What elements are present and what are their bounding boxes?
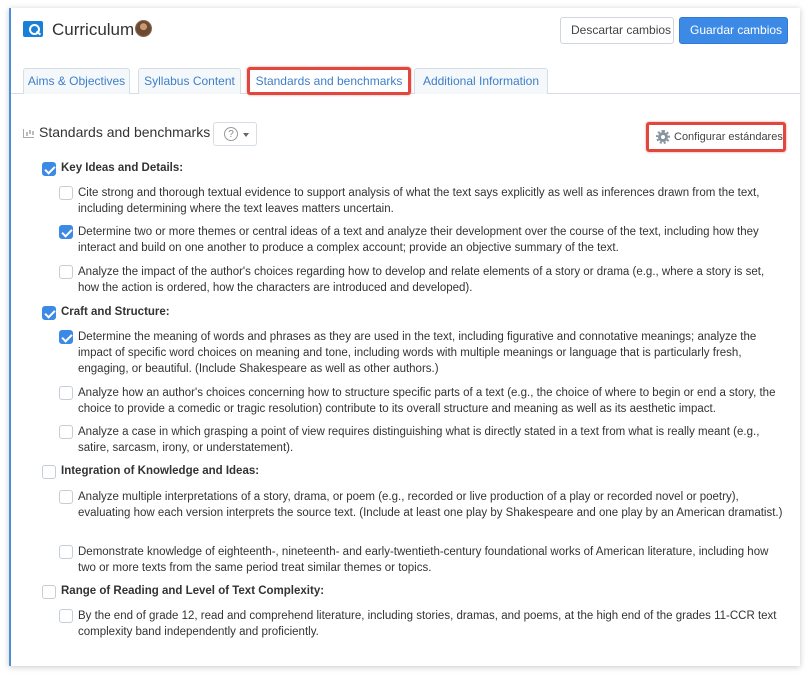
tab-aims-objectives[interactable]: Aims & Objectives <box>23 68 130 94</box>
category-label: Integration of Knowledge and Ideas: <box>61 465 260 477</box>
standard-item-text: Analyze multiple interpretations of a story, drama, or poem (e.g., recorded or live production of a play or recorded novel or poetry), evaluating how each version interprets the source text. (Include at least one play by Shakespeare and one play by an American dramatist.) <box>78 491 783 519</box>
curriculum-icon <box>23 21 43 37</box>
item-checkbox[interactable] <box>59 425 73 439</box>
tab-syllabus-content[interactable]: Syllabus Content <box>138 68 241 94</box>
item-checkbox[interactable] <box>59 490 73 504</box>
caret-down-icon <box>243 133 249 137</box>
standard-item-text: By the end of grade 12, read and comprehend literature, including stories, dramas, and poems, at the high end of the grades 11-CCR text complexity band independently and proficiently. <box>78 610 777 638</box>
item-checkbox[interactable] <box>59 545 73 559</box>
save-button[interactable]: Guardar cambios <box>679 17 788 44</box>
curriculum-panel <box>9 8 800 666</box>
tab-standards-benchmarks[interactable]: Standards and benchmarks <box>247 67 411 95</box>
category-checkbox-integration[interactable] <box>42 465 56 479</box>
header <box>11 8 800 56</box>
help-dropdown-button[interactable] <box>213 122 257 146</box>
tab-bar <box>11 68 800 94</box>
chart-icon <box>23 129 34 138</box>
standard-item-text: Demonstrate knowledge of eighteenth-, nineteenth- and early-twentieth-century foundational works of American literature, including how two or more texts from the same period treat similar themes or topics. <box>78 546 769 574</box>
avatar[interactable] <box>135 20 152 37</box>
tab-additional-information[interactable]: Additional Information <box>414 68 548 94</box>
category-label: Range of Reading and Level of Text Complexity: <box>61 585 325 597</box>
item-checkbox[interactable] <box>59 609 73 623</box>
gear-icon <box>658 132 668 142</box>
section-title: Standards and benchmarks <box>39 124 211 140</box>
standard-item-text: Determine two or more themes or central ideas of a text and analyze their development over the course of the text, including how they interact and build on one another to produce a complex account; provide an objective summary of the text. <box>78 226 759 254</box>
standard-item-text: Analyze how an author's choices concerning how to structure specific parts of a text (e.g., the choice of where to begin or end a story, the choice to provide a comedic or tragic resolution) contribute to its overall structure and meaning as well as its aesthetic impact. <box>78 387 776 415</box>
category-checkbox-craft-structure[interactable] <box>42 306 56 320</box>
item-checkbox[interactable] <box>59 330 73 344</box>
category-label: Craft and Structure: <box>61 306 170 318</box>
category-label: Key Ideas and Details: <box>61 162 184 174</box>
item-checkbox[interactable] <box>59 225 73 239</box>
item-checkbox[interactable] <box>59 186 73 200</box>
configure-standards-button[interactable]: Configurar estándares <box>646 122 786 152</box>
standard-item-text: Analyze a case in which grasping a point of view requires distinguishing what is directly stated in a text from what is really meant (e.g., satire, sarcasm, irony, or understatement). <box>78 426 760 454</box>
standard-item-text: Analyze the impact of the author's choices regarding how to develop and relate elements of a story or drama (e.g., where a story is set, how the action is ordered, how the characters are introduced and developed). <box>78 266 765 294</box>
help-icon: ? <box>224 127 238 141</box>
item-checkbox[interactable] <box>59 265 73 279</box>
category-checkbox-key-ideas[interactable] <box>42 162 56 176</box>
category-checkbox-range-reading[interactable] <box>42 585 56 599</box>
standard-item-text: Cite strong and thorough textual evidence to support analysis of what the text says explicitly as well as inferences drawn from the text, including determining where the text leaves matters uncertain. <box>78 187 760 215</box>
standard-item-text: Determine the meaning of words and phrases as they are used in the text, including figurative and connotative meanings; analyze the impact of specific word choices on meaning and tone, including words with multiple meanings or language that is particularly fresh, engaging, or beautiful. (Include Shakespeare as well as other authors.) <box>78 331 757 375</box>
item-checkbox[interactable] <box>59 386 73 400</box>
discard-button[interactable]: Descartar cambios <box>560 17 674 44</box>
page-title: Curriculum <box>52 20 135 39</box>
